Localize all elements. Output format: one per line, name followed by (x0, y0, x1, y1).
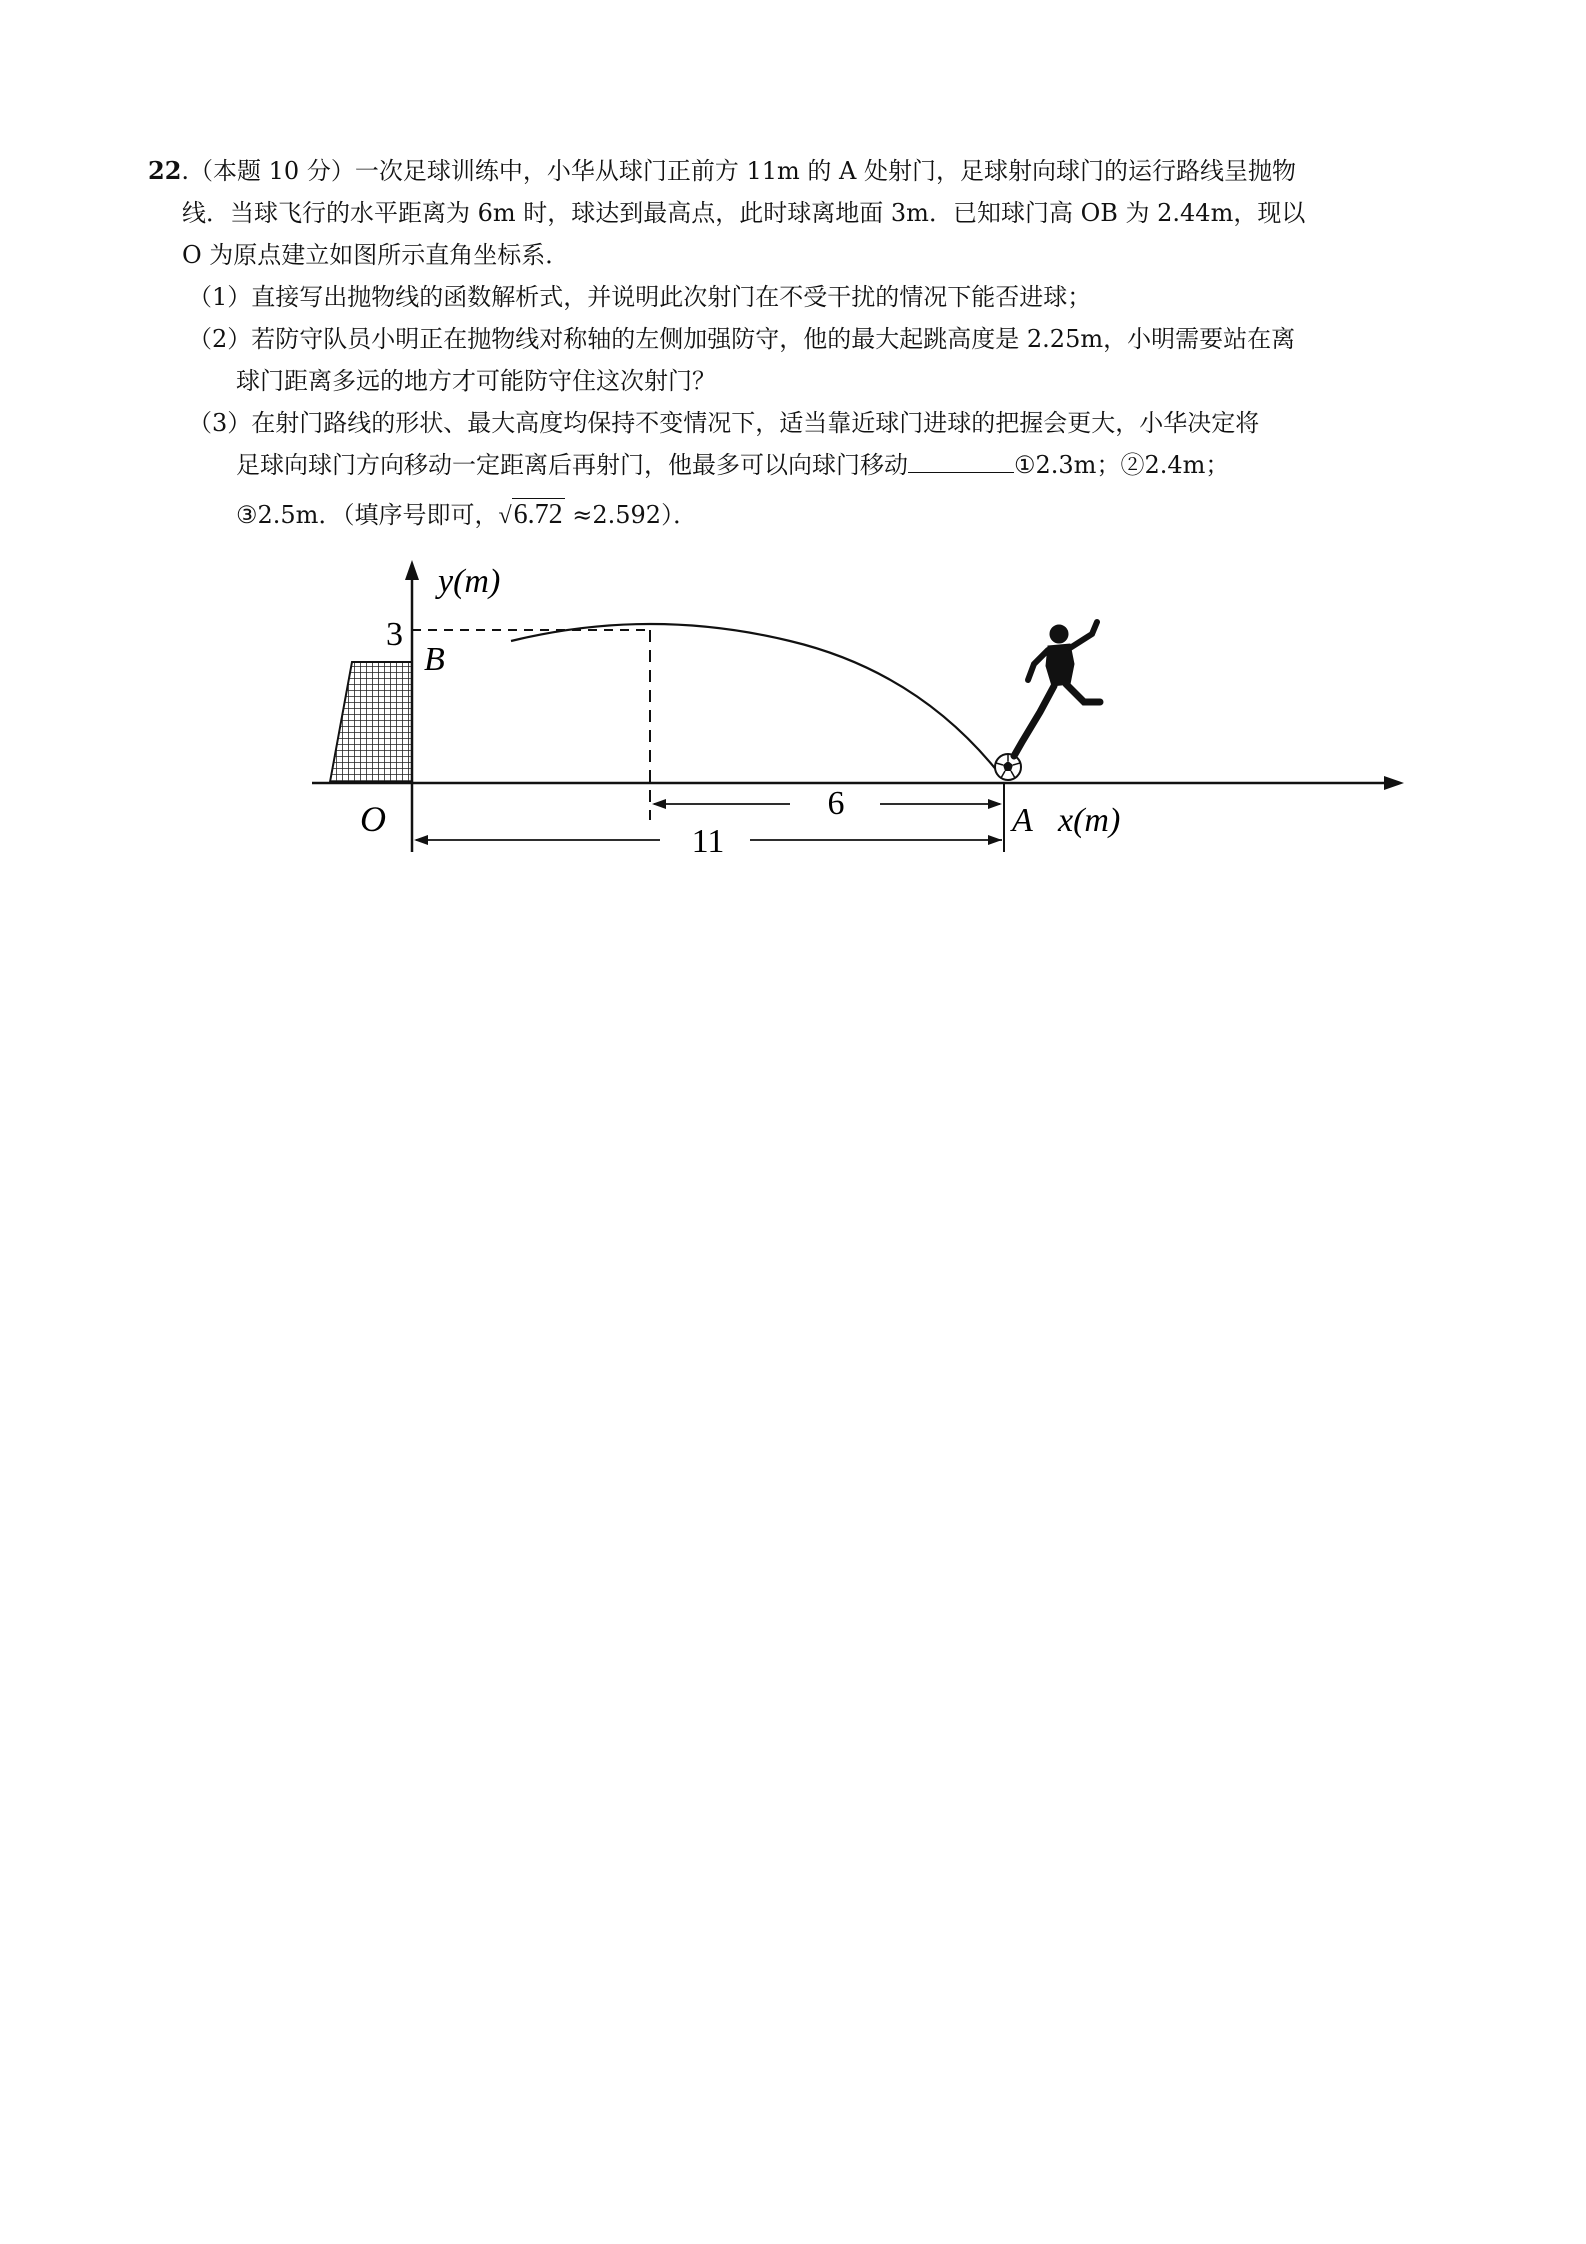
intro-line-3: O 为原点建立如图所示直角坐标系． (182, 241, 570, 269)
dimension-6-arrow-right (988, 799, 1002, 809)
dimension-11-arrow-left (414, 835, 428, 845)
origin-label: O (360, 799, 386, 839)
part-3-line-2-text: 足球向球门方向移动一定距离后再射门，他最多可以向球门移动 (236, 451, 908, 479)
point-b-label: B (424, 641, 445, 678)
dimension-11-label: 11 (691, 823, 725, 860)
y-axis-label: y(m) (438, 563, 501, 600)
part-3-line-3-text: ③2.5m．（填序号即可， (236, 501, 499, 529)
trajectory-figure (300, 552, 1440, 892)
intro-line-1 (148, 150, 1448, 192)
goal-net (330, 662, 412, 782)
sqrt-expression: √6.72 (498, 499, 563, 530)
peak-height-label: 3 (386, 616, 403, 653)
part-3-options: ①2.3m；②2.4m； (1014, 451, 1230, 479)
soccer-ball-icon (995, 754, 1021, 780)
x-axis-label: x(m) (1058, 802, 1121, 839)
part-3-line-3-suffix: ≈2.592）． (564, 501, 698, 529)
question-22 (148, 150, 1448, 537)
y-axis-arrow (405, 560, 419, 580)
part-3-line-2 (148, 444, 1448, 486)
sqrt-radicand: 6.72 (513, 499, 563, 530)
part-1: （1）直接写出抛物线的函数解析式，并说明此次射门在不受干扰的情况下能否进球； (188, 283, 1092, 311)
point-a-label: A (1012, 802, 1033, 839)
dimension-11-arrow-right (988, 835, 1002, 845)
player-kicking-icon (1014, 622, 1100, 756)
ball-trajectory-parabola (511, 624, 1002, 777)
part-2-line-2: 球门距离多远的地方才可能防守住这次射门？ (236, 367, 716, 395)
part-3-line-3 (148, 494, 1448, 537)
question-number: 22 (148, 156, 182, 185)
part-3-line-1: （3）在射门路线的形状、最大高度均保持不变情况下，适当靠近球门进球的把握会更大，小华决定将 (188, 409, 1260, 437)
dimension-6-label: 6 (827, 785, 845, 822)
answer-blank[interactable] (908, 450, 1014, 473)
intro-text-1: .（本题 10 分）一次足球训练中，小华从球门正前方 11m 的 A 处射门，足球射向球门的运行路线呈抛物 (181, 157, 1296, 185)
dimension-6-arrow-left (652, 799, 666, 809)
x-axis-arrow (1384, 776, 1404, 790)
intro-line-2: 线．当球飞行的水平距离为 6m 时，球达到最高点，此时球离地面 3m．已知球门高 OB 为 2.44m，现以 (182, 199, 1306, 227)
part-2-line-1: （2）若防守队员小明正在抛物线对称轴的左侧加强防守，他的最大起跳高度是 2.25m，小明需要站在离 (188, 325, 1296, 353)
